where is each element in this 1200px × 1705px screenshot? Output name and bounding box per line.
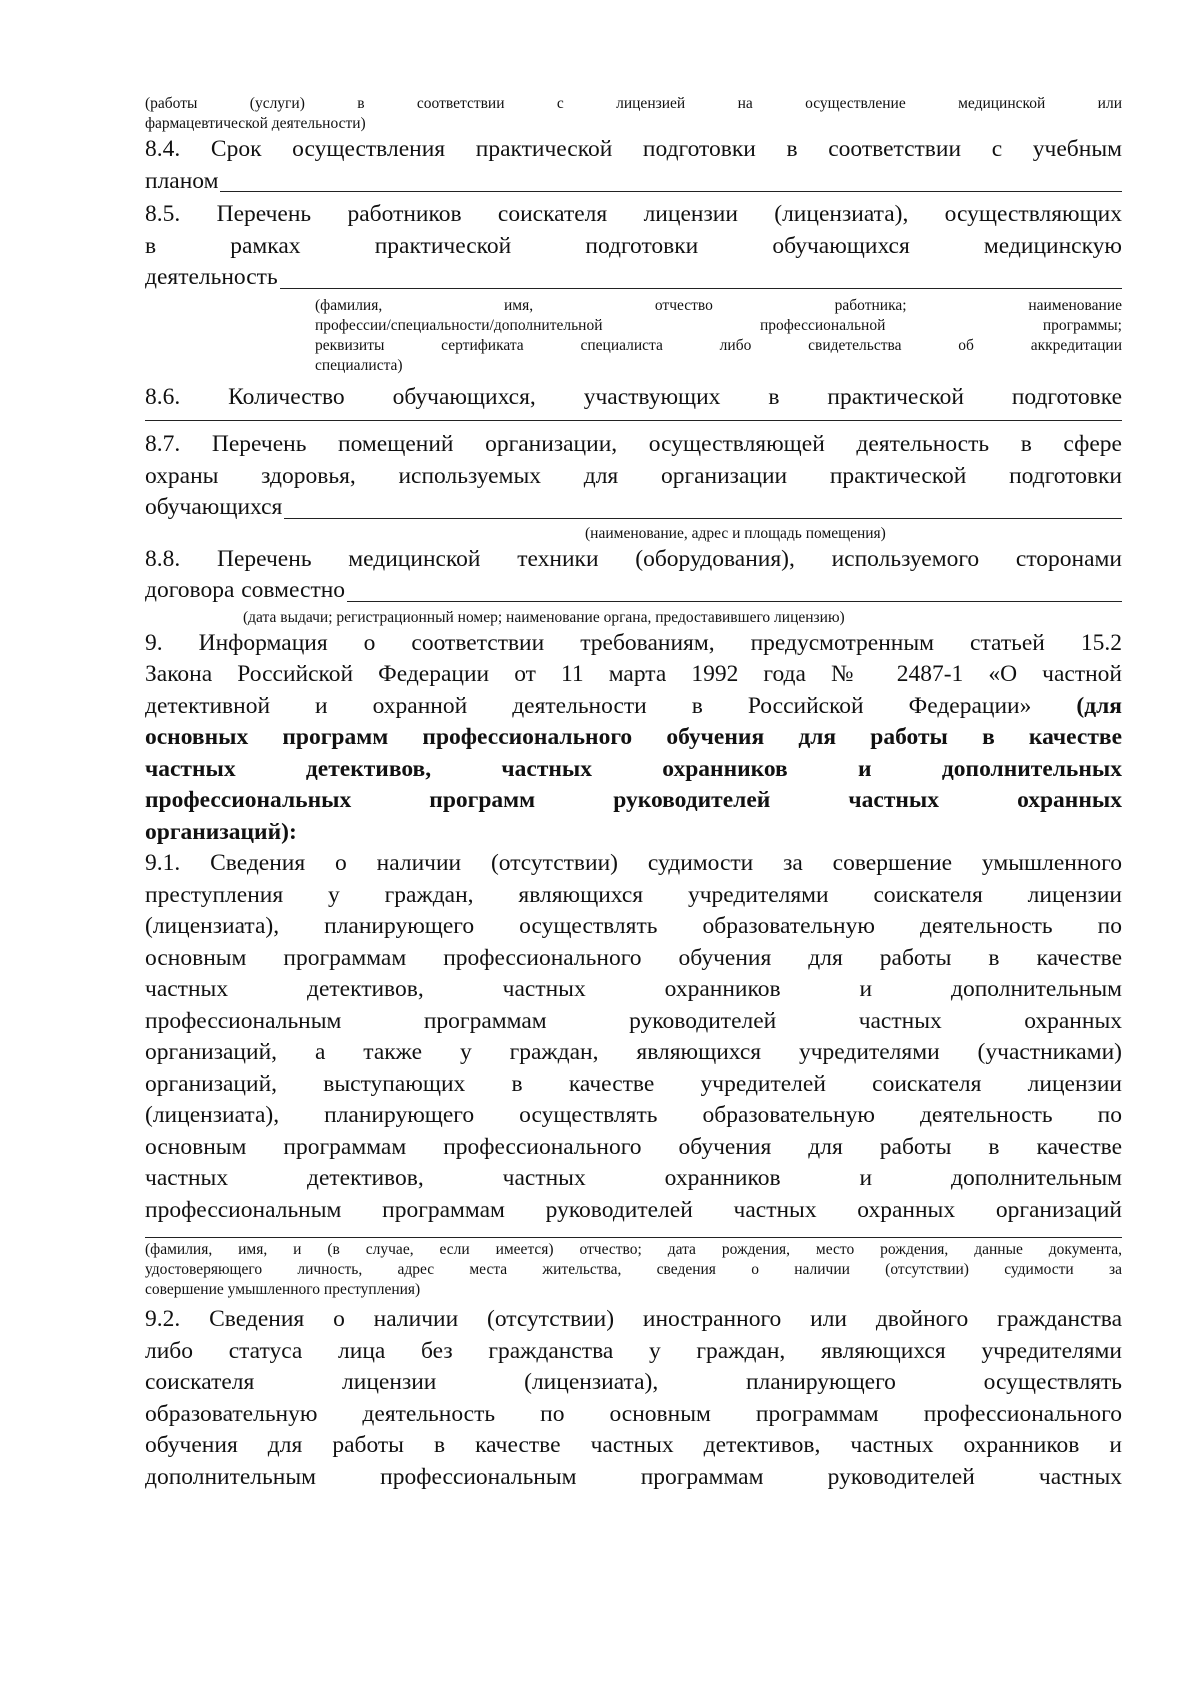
paragraph-text: планом [145, 167, 219, 194]
paragraph-line: 8.7. Перечень помещений организации, осуществляющей деятельность в сфере [145, 431, 1122, 457]
paragraph-line: соискателя лицензии (лицензиата), планирующего осуществлять [145, 1369, 1122, 1395]
paragraph-line: (лицензиата), планирующего осуществлять образовательную деятельность по [145, 913, 1122, 939]
paragraph-text: детективной и охранной деятельности в Российской Федерации» [145, 692, 1032, 719]
paragraph-bold-line: основных программ профессионального обучения для работы в качестве [145, 724, 1122, 750]
blank-line [347, 600, 1122, 602]
paragraph-text: обучающихся [145, 494, 283, 520]
section-8-4 [145, 134, 1122, 197]
paragraph-bold-line: частных детективов, частных охранников и дополнительных [145, 755, 1122, 782]
paragraph-line: в рамках практической подготовки обучающихся медицинскую [145, 232, 1122, 259]
paragraph-line: частных детективов, частных охранников и дополнительным [145, 976, 1122, 1002]
document-page [145, 94, 1122, 1493]
paragraph-line: либо статуса лица без гражданства у граждан, являющихся учредителями [145, 1337, 1122, 1364]
paragraph-bold-text: (для [1076, 692, 1123, 719]
caption-8-7: (наименование, адрес и площадь помещения) [585, 524, 886, 542]
paragraph-line: 8.4. Срок осуществления практической подготовки в соответствии с учебным [145, 136, 1122, 162]
section-8-5 [145, 199, 1122, 376]
caption-line: (фамилия, имя, и (в случае, если имеется) отчество; дата рождения, место рождения, данные документа, [145, 1241, 1122, 1258]
paragraph-line: дополнительным профессиональным программам руководителей частных [145, 1463, 1122, 1490]
paragraph-text: деятельность [145, 264, 278, 290]
caption-line: (работы (услуги) в соответствии с лицензией на осуществление медицинской или [145, 95, 1122, 112]
caption-line: профессии/специальности/дополнительной профессиональной программы; [315, 316, 1122, 334]
section-9-2 [145, 1304, 1122, 1493]
paragraph-line: 9.1. Сведения о наличии (отсутствии) судимости за совершение умышленного [145, 850, 1122, 876]
paragraph-bold-line: организаций): [145, 818, 297, 845]
paragraph-line: 8.8. Перечень медицинской техники (оборудования), используемого сторонами [145, 545, 1122, 572]
paragraph-line-with-blank [145, 575, 1122, 607]
paragraph-line-with-blank [145, 492, 1122, 524]
paragraph-line: 8.5. Перечень работников соискателя лицензии (лицензиата), осуществляющих [145, 201, 1122, 227]
paragraph-line: основным программам профессионального обучения для работы в качестве [145, 944, 1122, 971]
caption-8-3 [145, 94, 1122, 134]
section-9-1 [145, 848, 1122, 1300]
section-8-8 [145, 544, 1122, 628]
caption-line: фармацевтической деятельности) [145, 115, 366, 132]
caption-line: (фамилия, имя, отчество работника; наименование [315, 296, 1122, 314]
paragraph-line: образовательную деятельность по основным программам профессионального [145, 1400, 1122, 1427]
caption-8-8: (дата выдачи; регистрационный номер; наименование органа, предоставившего лицензию) [243, 608, 845, 626]
paragraph-text: договора совместно [145, 577, 346, 603]
blank-line [145, 419, 1122, 421]
caption-8-5 [145, 296, 1122, 376]
caption-line: реквизиты сертификата специалиста либо свидетельства об аккредитации [315, 336, 1122, 354]
paragraph-line: профессиональным программам руководителей частных охранных [145, 1007, 1122, 1034]
paragraph-line-with-blank [145, 166, 1122, 198]
paragraph-line: организаций, а также у граждан, являющихся учредителями (участниками) [145, 1039, 1122, 1065]
blank-line [220, 190, 1122, 192]
blank-line [284, 517, 1122, 519]
paragraph-line: 9.2. Сведения о наличии (отсутствии) иностранного или двойного гражданства [145, 1306, 1122, 1332]
paragraph-line: обучения для работы в качестве частных детективов, частных охранников и [145, 1432, 1122, 1458]
paragraph-line: охраны здоровья, используемых для организации практической подготовки [145, 462, 1122, 489]
paragraph-line: организаций, выступающих в качестве учредителей соискателя лицензии [145, 1070, 1122, 1097]
paragraph-line-with-blank [145, 262, 1122, 294]
paragraph-line: профессиональным программам руководителей частных охранных организаций [145, 1196, 1122, 1223]
paragraph-line: частных детективов, частных охранников и дополнительным [145, 1165, 1122, 1191]
caption-line: совершение умышленного преступления) [145, 1281, 421, 1298]
paragraph-line: Закона Российской Федерации от 11 марта 1992 года № 2487-1 «О частной [145, 661, 1122, 687]
caption-line: удостоверяющего личность, адрес места жительства, сведения о наличии (отсутствии) судимости за [145, 1261, 1122, 1278]
paragraph-line: основным программам профессионального обучения для работы в качестве [145, 1133, 1122, 1160]
caption-9-1 [145, 1240, 1122, 1300]
caption-line: специалиста) [315, 356, 403, 374]
blank-line [145, 1236, 1122, 1238]
paragraph-line: (лицензиата), планирующего осуществлять образовательную деятельность по [145, 1102, 1122, 1128]
section-8-6 [145, 382, 1122, 422]
paragraph-line: 9. Информация о соответствии требованиям, предусмотренным статьей 15.2 [145, 629, 1122, 656]
paragraph-line [145, 691, 1122, 723]
section-8-7 [145, 429, 1122, 544]
paragraph-line: преступления у граждан, являющихся учредителями соискателя лицензии [145, 881, 1122, 908]
section-9 [145, 628, 1122, 849]
blank-line [280, 287, 1122, 289]
paragraph-bold-line: профессиональных программ руководителей частных охранных [145, 787, 1122, 813]
paragraph-line: 8.6. Количество обучающихся, участвующих в практической подготовке [145, 383, 1122, 410]
